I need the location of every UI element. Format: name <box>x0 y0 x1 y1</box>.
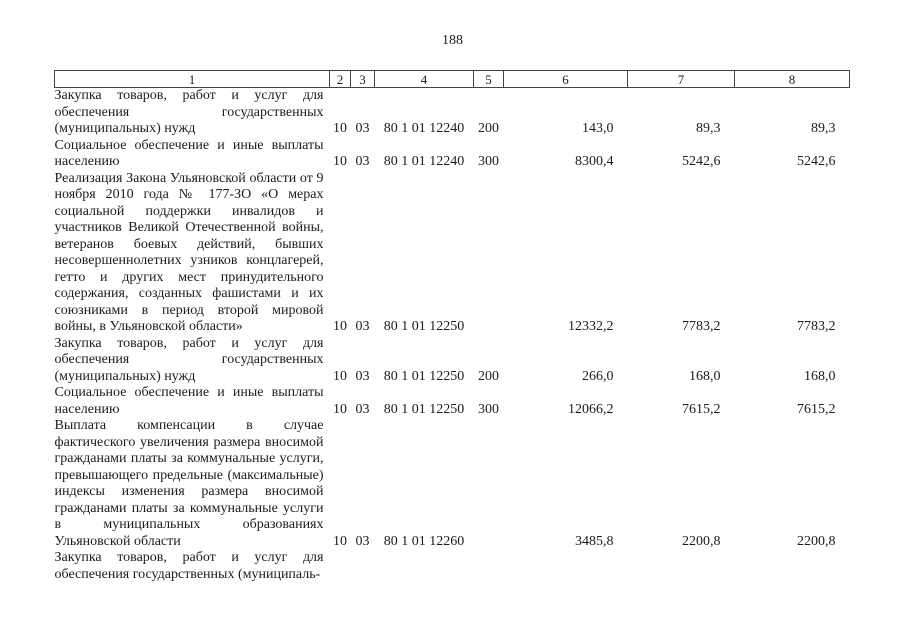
amount-col6: 12066,2 <box>568 401 614 417</box>
column-header: 5 <box>474 71 504 88</box>
amount-col8 <box>735 550 850 583</box>
amount-col8: 89,3 <box>811 121 836 136</box>
row-description: Социальное обеспечение и иные выплаты населению <box>54 385 324 417</box>
row-description: Социальное обеспечение и иные выплаты населению <box>54 137 324 169</box>
amount-col8: 5242,6 <box>797 154 836 169</box>
amount-col6: 12332,2 <box>568 319 614 334</box>
amount-col7: 7615,2 <box>682 401 721 417</box>
table-row <box>55 550 850 583</box>
target-article-code: 80 1 01 12240 <box>383 154 465 169</box>
expense-type-code <box>474 171 504 336</box>
expense-type-code <box>474 418 504 550</box>
amount-col8: 7783,2 <box>797 319 836 334</box>
target-article-code: 80 1 01 12250 <box>383 401 465 417</box>
amount-col6: 8300,4 <box>575 154 614 169</box>
subsection-code: 03 <box>355 533 370 549</box>
table-row <box>55 171 850 336</box>
amount-col8: 2200,8 <box>797 533 836 549</box>
column-header: 1 <box>55 71 330 88</box>
amount-col6: 266,0 <box>582 368 614 384</box>
expense-type-code: 300 <box>478 401 499 417</box>
amount-col7: 168,0 <box>689 368 721 384</box>
amount-col7: 89,3 <box>696 121 721 136</box>
amount-col7: 5242,6 <box>682 154 721 169</box>
subsection-code: 03 <box>355 121 370 136</box>
row-description: Выплата компенсации в случае фактического увеличения размера вносимой гражданами платы за коммунальные услуги, превышающего предельные (максимальные) индексы изменения размера вносимой гражданами платы за коммунальные услуги в муниципальных образованиях Ульяновской области <box>54 418 324 549</box>
subsection-code <box>351 550 375 583</box>
amount-col6: 3485,8 <box>575 533 614 549</box>
column-header: 3 <box>351 71 375 88</box>
row-description: Закупка товаров, работ и услуг для обеспечения государственных (муниципаль- <box>54 550 324 582</box>
target-article-code: 80 1 01 12250 <box>383 319 465 334</box>
row-description: Закупка товаров, работ и услуг для обеспечения государственных (муниципальных) нужд <box>54 335 324 384</box>
expense-type-code: 300 <box>478 154 499 169</box>
amount-col6: 143,0 <box>582 121 614 136</box>
column-header: 8 <box>735 71 850 88</box>
section-code: 10 <box>333 154 347 169</box>
row-description: Реализация Закона Ульяновской области от 9 ноября 2010 года № 177-ЗО «О мерах социальной поддержки инвалидов и участников Великой Отечественной войны, ветеранов боевых действий, бывших несовершеннолетних узников концлагерей, гетто и других мест принудительного содержания, созданных фашистами и их союзниками в период второй мировой войны, в Ульяновской области» <box>54 170 324 334</box>
expense-type-code: 200 <box>478 368 499 384</box>
table-row <box>55 88 850 138</box>
subsection-code: 03 <box>355 319 370 334</box>
section-code: 10 <box>333 121 347 136</box>
budget-table <box>54 70 850 583</box>
amount-col7 <box>628 550 735 583</box>
subsection-code: 03 <box>355 368 370 384</box>
amount-col7: 2200,8 <box>682 533 721 549</box>
target-article-code: 80 1 01 12260 <box>383 533 465 549</box>
section-code: 10 <box>333 319 347 334</box>
table-row <box>55 336 850 386</box>
target-article-code <box>375 550 474 583</box>
column-header: 2 <box>330 71 351 88</box>
section-code: 10 <box>333 401 347 417</box>
section-code: 10 <box>333 533 347 549</box>
amount-col6 <box>504 550 628 583</box>
section-code: 10 <box>333 368 347 384</box>
column-header: 7 <box>628 71 735 88</box>
target-article-code: 80 1 01 12250 <box>383 368 465 384</box>
amount-col8: 7615,2 <box>797 401 836 417</box>
page-number: 188 <box>442 33 463 48</box>
column-header: 6 <box>504 71 628 88</box>
expense-type-code: 200 <box>478 121 499 136</box>
row-description: Закупка товаров, работ и услуг для обеспечения государственных (муниципальных) нужд <box>54 88 324 136</box>
column-header: 4 <box>375 71 474 88</box>
column-number-row <box>55 71 850 88</box>
subsection-code: 03 <box>355 154 370 169</box>
expense-type-code <box>474 550 504 583</box>
table-row <box>55 385 850 418</box>
amount-col8: 168,0 <box>804 368 836 384</box>
table-row <box>55 138 850 171</box>
amount-col7: 7783,2 <box>682 319 721 334</box>
target-article-code: 80 1 01 12240 <box>383 121 465 136</box>
table-row <box>55 418 850 550</box>
subsection-code: 03 <box>355 401 370 417</box>
section-code <box>330 550 351 583</box>
